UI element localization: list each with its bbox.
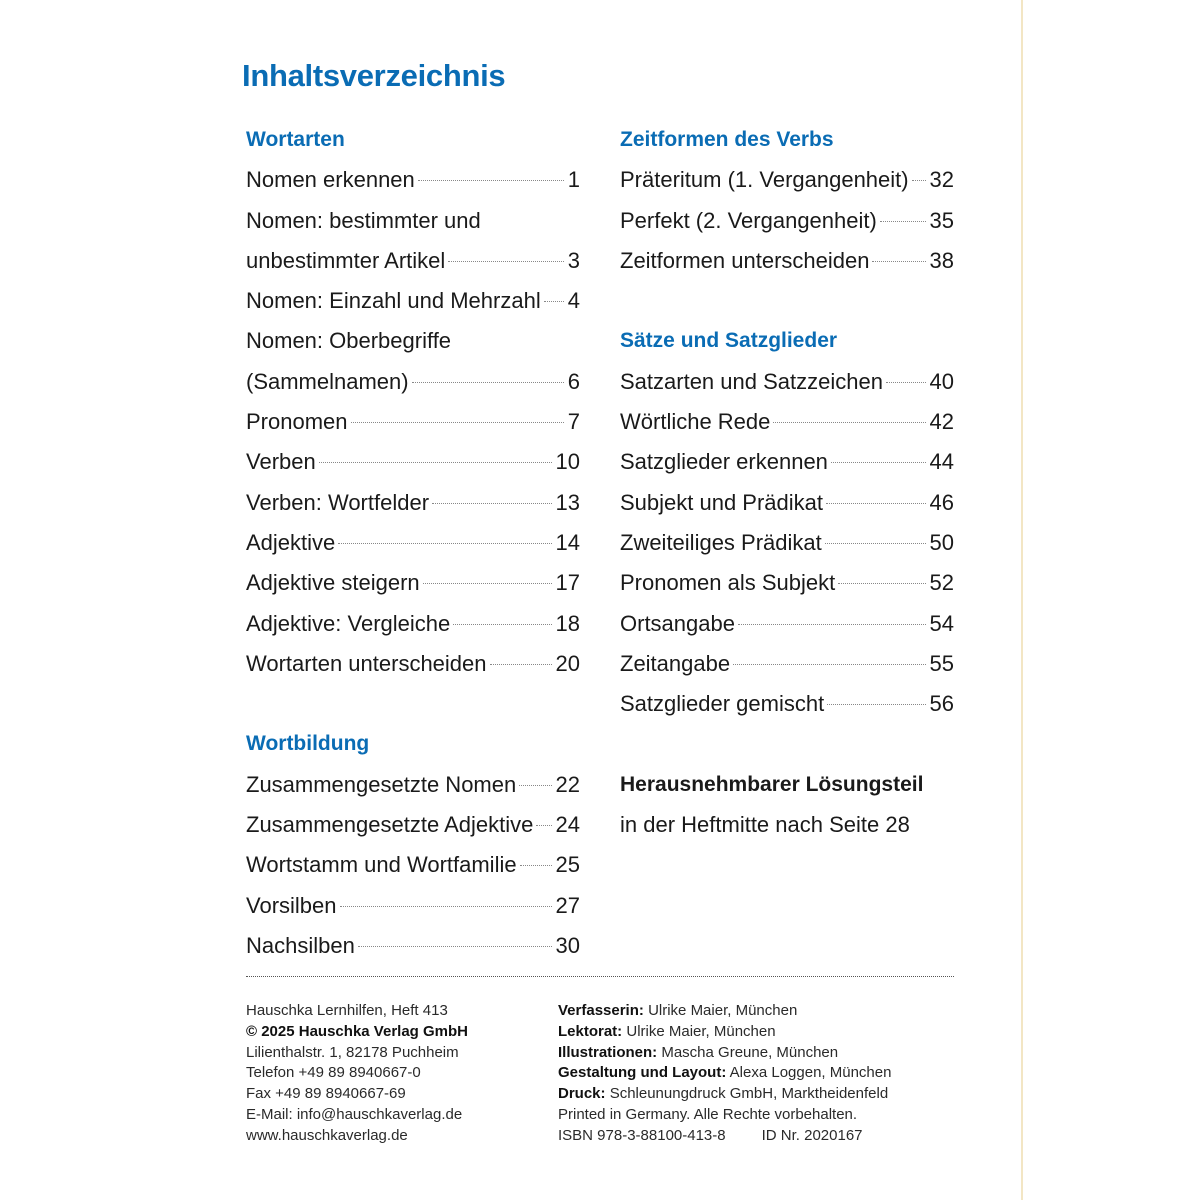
toc-entry <box>620 604 954 644</box>
toc-entry-label: Nachsilben <box>246 932 355 958</box>
toc-entry <box>620 644 954 684</box>
toc-entry-page: 24 <box>555 812 580 838</box>
toc-entry-label: Zeitangabe <box>620 650 731 676</box>
toc-entry <box>246 805 580 845</box>
dot-leader <box>448 261 563 262</box>
toc-entry-page: 20 <box>555 650 580 676</box>
dot-leader <box>886 382 926 383</box>
toc-entry-label: Wortarten unterscheiden <box>246 650 487 676</box>
imprint-fax: Fax +49 89 8940667-69 <box>246 1085 406 1103</box>
toc-entry-label: Verben <box>246 449 316 475</box>
toc-entry-label: Zusammengesetzte Nomen <box>246 771 517 797</box>
imprint-publisher <box>246 1001 468 1147</box>
toc-entry-page: 14 <box>555 529 580 555</box>
toc-entry-label: Satzarten und Satzzeichen <box>620 368 883 394</box>
page-edge-stripe <box>1021 0 1023 1200</box>
toc-entry <box>246 442 580 482</box>
credit-author: Verfasserin: Ulrike Maier, München <box>558 1002 798 1019</box>
toc-list-zeitformen <box>620 160 954 281</box>
section-heading-saetze: Sätze und Satzglieder <box>620 329 838 353</box>
toc-entry <box>620 442 954 482</box>
dot-leader <box>358 946 552 947</box>
toc-list-wortbildung <box>246 765 580 966</box>
toc-entry-line1: Nomen: bestimmter und <box>246 207 481 233</box>
toc-entry-label: Subjekt und Prädikat <box>620 489 824 515</box>
dot-leader <box>432 503 551 504</box>
dot-leader <box>418 180 564 181</box>
toc-entry <box>246 483 580 523</box>
toc-entry-page: 32 <box>929 167 954 193</box>
section-gap <box>246 684 580 724</box>
toc-entry <box>620 523 954 563</box>
toc-entry-page: 25 <box>555 852 580 878</box>
toc-entry-page: 17 <box>555 570 580 596</box>
toc-entry <box>246 926 580 966</box>
imprint-phone: Telefon +49 89 8940667-0 <box>246 1064 421 1082</box>
dot-leader <box>880 221 926 222</box>
toc-entry-label: Wortstamm und Wortfamilie <box>246 852 517 878</box>
toc-entry-page: 46 <box>929 489 954 515</box>
toc-entry-page: 50 <box>929 529 954 555</box>
toc-entry <box>246 765 580 805</box>
toc-entry <box>246 241 580 281</box>
imprint-credits <box>558 1001 891 1147</box>
toc-entry <box>246 644 580 684</box>
toc-entry-label: Nomen: Einzahl und Mehrzahl <box>246 288 541 314</box>
section-heading-wortbildung: Wortbildung <box>246 732 370 756</box>
toc-list-saetze <box>620 362 954 725</box>
toc-entry-page: 52 <box>929 570 954 596</box>
toc-entry <box>620 160 954 200</box>
toc-entry-label: Vorsilben <box>246 892 337 918</box>
toc-entry-label: unbestimmter Artikel <box>246 247 446 273</box>
toc-entry-label: Satzglieder erkennen <box>620 449 828 475</box>
toc-entry <box>620 362 954 402</box>
page-title: Inhaltsverzeichnis <box>242 58 506 93</box>
toc-entry-label: Adjektive steigern <box>246 570 420 596</box>
credit-illustrations: Illustrationen: Mascha Greune, München <box>558 1043 839 1061</box>
dot-leader <box>827 704 925 705</box>
imprint-series: Hauschka Lernhilfen, Heft 413 <box>246 1002 448 1019</box>
toc-entry <box>246 281 580 321</box>
toc-entry <box>246 563 580 603</box>
dot-leader <box>872 261 925 262</box>
dot-leader <box>733 664 925 665</box>
toc-entry <box>246 160 580 200</box>
dot-leader <box>520 865 552 866</box>
imprint-address: Lilienthalstr. 1, 82178 Puchheim <box>246 1043 459 1061</box>
toc-right-column <box>620 120 954 845</box>
toc-entry-label: Satzglieder gemischt <box>620 691 825 717</box>
imprint-copyright: © 2025 Hauschka Verlag GmbH <box>246 1022 468 1040</box>
toc-entry <box>620 201 954 241</box>
section-gap <box>620 281 954 321</box>
credit-print: Druck: Schleunungdruck GmbH, Marktheidenfeld <box>558 1085 889 1103</box>
toc-entry-page: 13 <box>555 489 580 515</box>
toc-entry-page: 1 <box>567 167 580 193</box>
dot-leader <box>490 664 552 665</box>
toc-entry <box>246 845 580 885</box>
toc-entry-label: Zusammengesetzte Adjektive <box>246 812 534 838</box>
toc-entry <box>620 684 954 724</box>
dot-leader <box>544 301 564 302</box>
dot-leader <box>319 462 552 463</box>
dot-leader <box>536 825 551 826</box>
section-heading-zeitformen: Zeitformen des Verbs <box>620 128 834 151</box>
toc-entry-page: 38 <box>929 247 954 273</box>
toc-entry-label: Präteritum (1. Vergangenheit) <box>620 167 909 193</box>
dot-leader <box>738 624 926 625</box>
dot-leader <box>826 503 925 504</box>
credit-rights: Printed in Germany. Alle Rechte vorbehalten. <box>558 1105 858 1123</box>
dot-leader <box>519 785 551 786</box>
dot-leader <box>412 382 564 383</box>
toc-entry-label: (Sammelnamen) <box>246 368 409 394</box>
toc-entry-page: 30 <box>555 932 580 958</box>
section-heading-wortarten: Wortarten <box>246 128 345 151</box>
toc-entry <box>620 241 954 281</box>
toc-entry-label: Verben: Wortfelder <box>246 489 430 515</box>
dot-leader <box>340 906 552 907</box>
toc-entry-label: Adjektive: Vergleiche <box>246 610 451 636</box>
dot-leader <box>453 624 551 625</box>
toc-entry-label: Zweiteiliges Prädikat <box>620 529 822 555</box>
toc-entry <box>246 402 580 442</box>
toc-entry-page: 35 <box>929 207 954 233</box>
toc-entry-line1: Nomen: Oberbegriffe <box>246 328 452 354</box>
toc-entry-page: 42 <box>929 409 954 435</box>
isbn: ISBN 978-3-88100-413-8 <box>558 1126 726 1144</box>
imprint-website: www.hauschkaverlag.de <box>246 1126 408 1144</box>
imprint-email: E-Mail: info@hauschkaverlag.de <box>246 1105 463 1123</box>
dot-leader <box>351 422 564 423</box>
imprint-divider <box>246 976 954 977</box>
toc-entry-page: 55 <box>929 650 954 676</box>
toc-entry-page: 54 <box>929 610 954 636</box>
toc-entry-page: 7 <box>567 409 580 435</box>
credit-editor: Lektorat: Ulrike Maier, München <box>558 1022 776 1040</box>
dot-leader <box>838 583 925 584</box>
toc-entry-page: 10 <box>555 449 580 475</box>
toc-entry <box>246 604 580 644</box>
toc-entry <box>620 563 954 603</box>
solutions-heading: Herausnehmbarer Lösungsteil <box>620 772 924 796</box>
dot-leader <box>912 180 926 181</box>
toc-entry-page: 56 <box>929 691 954 717</box>
toc-entry-page: 27 <box>555 892 580 918</box>
toc-entry-label: Zeitformen unterscheiden <box>620 247 870 273</box>
dot-leader <box>423 583 552 584</box>
toc-entry-label: Pronomen als Subjekt <box>620 570 836 596</box>
toc-entry-page: 6 <box>567 368 580 394</box>
toc-entry-label: Perfekt (2. Vergangenheit) <box>620 207 877 233</box>
toc-list-wortarten <box>246 160 580 684</box>
toc-entry-page: 3 <box>567 247 580 273</box>
toc-entry-page: 44 <box>929 449 954 475</box>
credit-design: Gestaltung und Layout: Alexa Loggen, München <box>558 1064 892 1082</box>
section-gap <box>620 724 954 764</box>
id-number: ID Nr. 2020167 <box>761 1126 863 1144</box>
toc-entry-label: Pronomen <box>246 409 348 435</box>
toc-entry-label: Ortsangabe <box>620 610 735 636</box>
toc-left-column <box>246 120 580 966</box>
dot-leader <box>831 462 926 463</box>
solutions-note: in der Heftmitte nach Seite 28 <box>620 812 910 838</box>
toc-entry-label: Nomen erkennen <box>246 167 415 193</box>
toc-entry <box>246 523 580 563</box>
dot-leader <box>825 543 926 544</box>
toc-entry-page: 40 <box>929 368 954 394</box>
toc-entry-page: 4 <box>567 288 580 314</box>
credit-isbn-line <box>558 1126 891 1147</box>
toc-entry-page: 18 <box>555 610 580 636</box>
toc-entry <box>620 402 954 442</box>
dot-leader <box>773 422 925 423</box>
toc-entry-label: Adjektive <box>246 529 336 555</box>
toc-entry <box>620 483 954 523</box>
dot-leader <box>338 543 551 544</box>
toc-entry <box>246 886 580 926</box>
toc-entry-page: 22 <box>555 771 580 797</box>
toc-entry-label: Wörtliche Rede <box>620 409 771 435</box>
toc-entry <box>246 362 580 402</box>
